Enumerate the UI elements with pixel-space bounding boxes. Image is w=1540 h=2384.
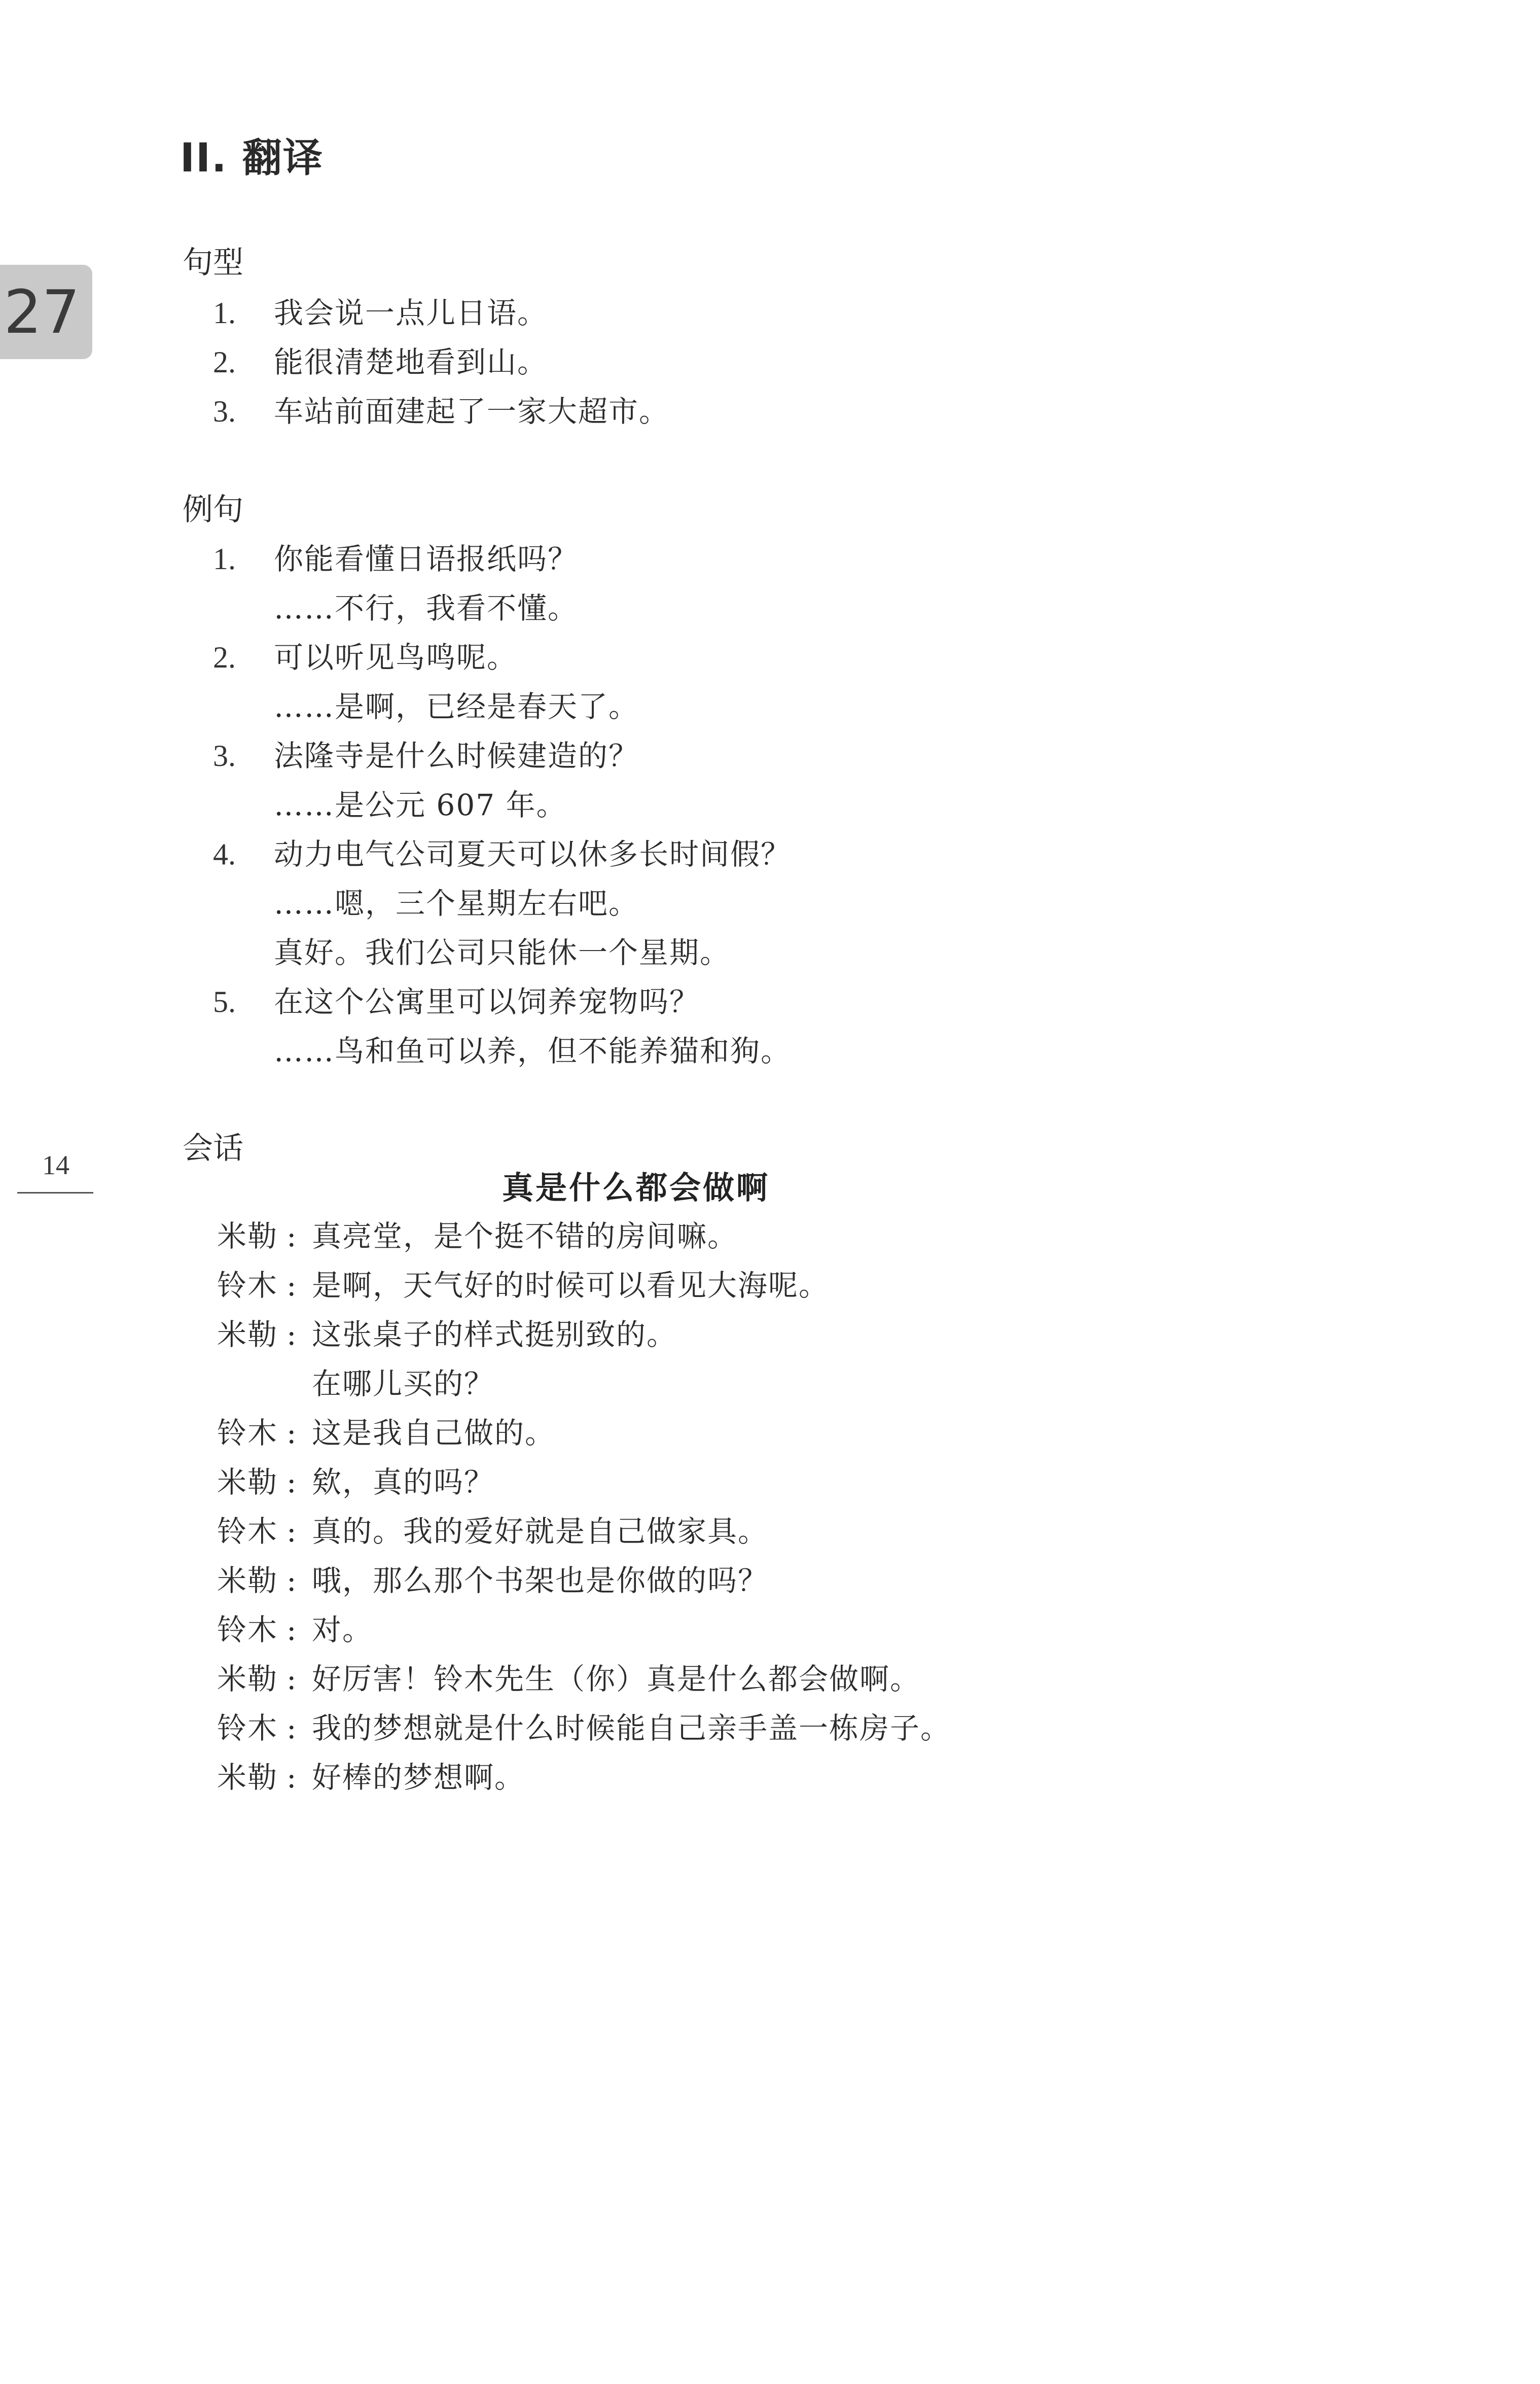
speaker-name: 米勒 bbox=[217, 1563, 278, 1598]
conversation-line: 真的。我的爱好就是自己做家具。 bbox=[312, 1514, 769, 1549]
pattern-text: 我会说一点儿日语。 bbox=[274, 296, 548, 330]
speaker-name: 米勒 bbox=[217, 1219, 278, 1253]
speaker-colon: : bbox=[286, 1465, 297, 1499]
speaker-name: 米勒 bbox=[217, 1317, 278, 1352]
speaker-name: 米勒 bbox=[217, 1662, 278, 1696]
speaker-name: 铃木 bbox=[217, 1612, 278, 1647]
example-question: 动力电气公司夏天可以休多长时间假？ bbox=[274, 837, 792, 871]
example-answer: ……是啊，已经是春天了。 bbox=[274, 689, 639, 724]
example-question: 可以听见鸟鸣呢。 bbox=[274, 640, 518, 675]
example-reply: 真好。我们公司只能休一个星期。 bbox=[274, 935, 731, 970]
conversation-line: 真亮堂，是个挺不错的房间嘛。 bbox=[312, 1219, 738, 1253]
section-heading: II. 翻译 bbox=[180, 135, 324, 181]
speaker-colon: : bbox=[286, 1563, 297, 1598]
example-number: 1. bbox=[213, 542, 236, 576]
conversation-line: 哦，那么那个书架也是你做的吗？ bbox=[312, 1563, 769, 1598]
speaker-colon: : bbox=[286, 1317, 297, 1352]
speaker-name: 米勒 bbox=[217, 1760, 278, 1795]
pattern-text: 车站前面建起了一家大超市。 bbox=[274, 394, 670, 429]
example-answer: ……鸟和鱼可以养，但不能养猫和狗。 bbox=[274, 1034, 792, 1068]
speaker-name: 米勒 bbox=[217, 1465, 278, 1499]
patterns-label: 句型 bbox=[183, 245, 243, 281]
page-number-rule bbox=[17, 1192, 93, 1194]
example-number: 4. bbox=[213, 837, 236, 871]
example-question: 你能看懂日语报纸吗？ bbox=[274, 542, 579, 576]
pattern-number: 1. bbox=[213, 296, 236, 330]
conversation-line: 好棒的梦想啊。 bbox=[312, 1760, 525, 1795]
conversation-title: 真是什么都会做啊 bbox=[502, 1169, 770, 1206]
pattern-number: 3. bbox=[213, 395, 236, 428]
example-answer: ……是公元 607 年。 bbox=[274, 788, 567, 822]
lesson-number: 27 bbox=[4, 277, 80, 347]
conversation-line: 好厉害！铃木先生（你）真是什么都会做啊。 bbox=[312, 1662, 921, 1696]
speaker-colon: : bbox=[286, 1219, 297, 1253]
example-number: 3. bbox=[213, 739, 236, 773]
example-number: 5. bbox=[213, 985, 236, 1019]
conversation-line: 欸，真的吗？ bbox=[312, 1465, 495, 1499]
conversation-label: 会话 bbox=[183, 1131, 243, 1166]
speaker-colon: : bbox=[286, 1416, 297, 1450]
speaker-name: 铃木 bbox=[217, 1416, 278, 1450]
conversation-line: 这张桌子的样式挺别致的。 bbox=[312, 1317, 677, 1352]
conversation-line: 对。 bbox=[312, 1612, 373, 1647]
conversation-line: 在哪儿买的？ bbox=[312, 1366, 495, 1401]
speaker-colon: : bbox=[286, 1514, 297, 1549]
speaker-name: 铃木 bbox=[217, 1711, 278, 1745]
pattern-number: 2. bbox=[213, 345, 236, 379]
speaker-colon: : bbox=[286, 1760, 297, 1795]
speaker-colon: : bbox=[286, 1662, 297, 1696]
examples-label: 例句 bbox=[183, 492, 243, 528]
example-question: 法隆寺是什么时候建造的？ bbox=[274, 739, 639, 773]
conversation-line: 我的梦想就是什么时候能自己亲手盖一栋房子。 bbox=[312, 1711, 951, 1745]
speaker-name: 铃木 bbox=[217, 1514, 278, 1549]
conversation-line: 这是我自己做的。 bbox=[312, 1416, 556, 1450]
example-answer: ……嗯，三个星期左右吧。 bbox=[274, 886, 639, 921]
speaker-colon: : bbox=[286, 1268, 297, 1303]
pattern-text: 能很清楚地看到山。 bbox=[274, 345, 548, 379]
example-answer: ……不行，我看不懂。 bbox=[274, 591, 579, 625]
page-number: 14 bbox=[42, 1150, 69, 1180]
example-question: 在这个公寓里可以饲养宠物吗？ bbox=[274, 985, 700, 1019]
example-number: 2. bbox=[213, 641, 236, 674]
conversation-line: 是啊，天气好的时候可以看见大海呢。 bbox=[312, 1268, 830, 1303]
speaker-colon: : bbox=[286, 1612, 297, 1647]
speaker-colon: : bbox=[286, 1711, 297, 1745]
speaker-name: 铃木 bbox=[217, 1268, 278, 1303]
